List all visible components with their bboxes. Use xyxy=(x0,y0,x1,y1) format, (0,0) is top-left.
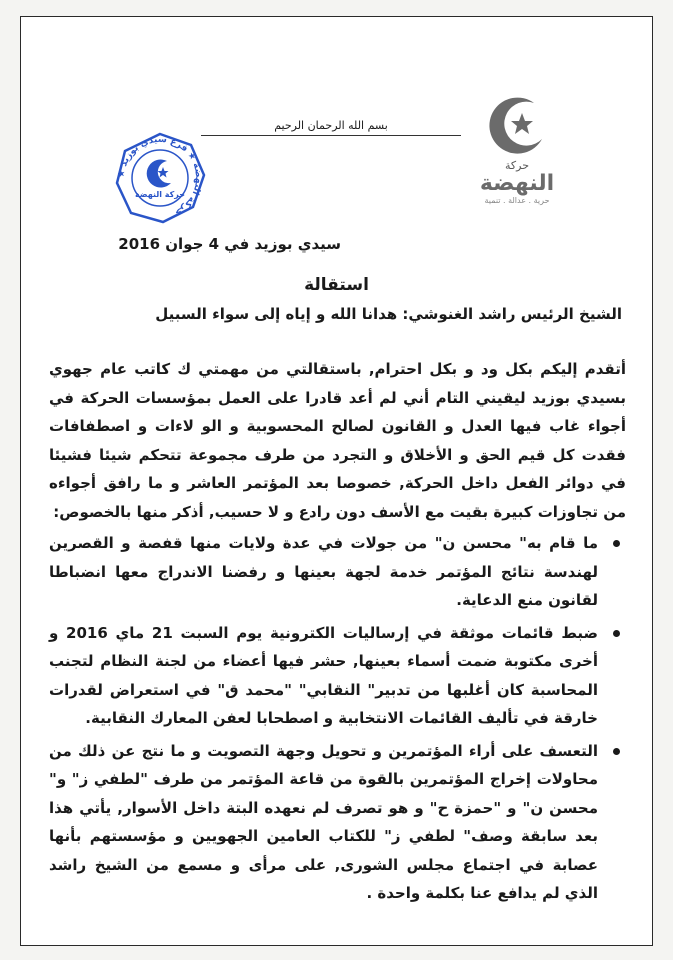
basmala: بسم الله الرحمان الرحيم xyxy=(201,119,461,136)
bullet-icon xyxy=(613,630,620,637)
list-item xyxy=(49,737,626,908)
stamp-crescent-icon xyxy=(147,160,171,188)
bullet-icon xyxy=(613,748,620,755)
bullet-icon xyxy=(613,540,620,547)
logo-slogan: حرية . عدالة . تنمية xyxy=(484,196,550,205)
letter-date: سيدي بوزيد في 4 جوان 2016 xyxy=(118,235,341,253)
grievance-list xyxy=(49,529,626,912)
list-item-text: ضبط قائمات موثقة في إرساليات الكترونية يوم السبت 21 ماي 2016 و أخرى مكتوبة ضمت أسماء بعينها, حشر فيها أعضاء من لجنة النظام لتجنب المحاسبة كان أغلبها من تدبير" النقابي" "محمد ق" في استعراض لقدرات خارقة في تأليف القائمات الانتخابية و اصطحابا لعفن المعارك النقابية. xyxy=(49,623,599,727)
stamp-ring-text: ★ حركة النهضة ★ فرع سيدي بوزيد xyxy=(116,134,204,218)
party-logo xyxy=(462,95,572,215)
stamp-center-text: حركة النهضة xyxy=(134,190,186,199)
letter-title: استقالة xyxy=(304,275,369,295)
list-item xyxy=(49,529,626,615)
letter-page xyxy=(20,16,653,946)
official-stamp xyxy=(113,131,207,225)
logo-party-word: حركة xyxy=(504,159,529,172)
letter-body: أتقدم إليكم بكل ود و بكل احترام, باستقالتي من مهمتي ك كاتب عام جهوي بسيدي بوزيد ليقيني التام أني لم أعد قادرا على العمل بمؤسسات الحركة في أجواء غاب فيها العدل و القانون لصالح المحسوبية و الو لاءات و اصطفافات فقدت كل قيم الحق و الأخلاق و التجرد من طرف مجموعة تتحكم شيئا فشيئا في دوائر الفعل داخل الحركة, خصوصا بعد المؤتمر العاشر و ما رافق أجواءه من تجاوزات كبيرة بقيت مع الأسف دون رادع و لا حسيب, أذكر منها بالخصوص: xyxy=(49,360,626,521)
list-item-text: ما قام به" محسن ن" من جولات في عدة ولايات منها قفصة و القصرين لهندسة نتائج المؤتمر خدمة لجهة بعينها و رفضنا الاندراج معها انضباطا لقانون منع الدعاية. xyxy=(49,534,598,609)
logo-party-name: النهضة xyxy=(479,171,555,196)
list-item xyxy=(49,619,626,733)
letter-salutation: الشيخ الرئيس راشد الغنوشي: هدانا الله و إياه إلى سواء السبيل xyxy=(155,305,622,323)
crescent-star-icon xyxy=(482,95,552,157)
list-item-text: التعسف على أراء المؤتمرين و تحويل وجهة التصويت و ما نتج عن ذلك من محاولات إخراج المؤتمرين بالقوة من قاعة المؤتمر من طرف "لطفي ز" و" محسن ن" و "حمزة ح" و هو تصرف لم نعهده البتة داخل الأسوار, يأتي هذا بعد سابقة وصف" لطفي ز" للكتاب العامين الجهويين و مؤسستهم بأنها عصابة في اجتماع مجلس الشورى, على مرأى و مسمع من الشيخ راشد الذي لم يدافع عنا بكلمة واحدة . xyxy=(49,741,598,902)
